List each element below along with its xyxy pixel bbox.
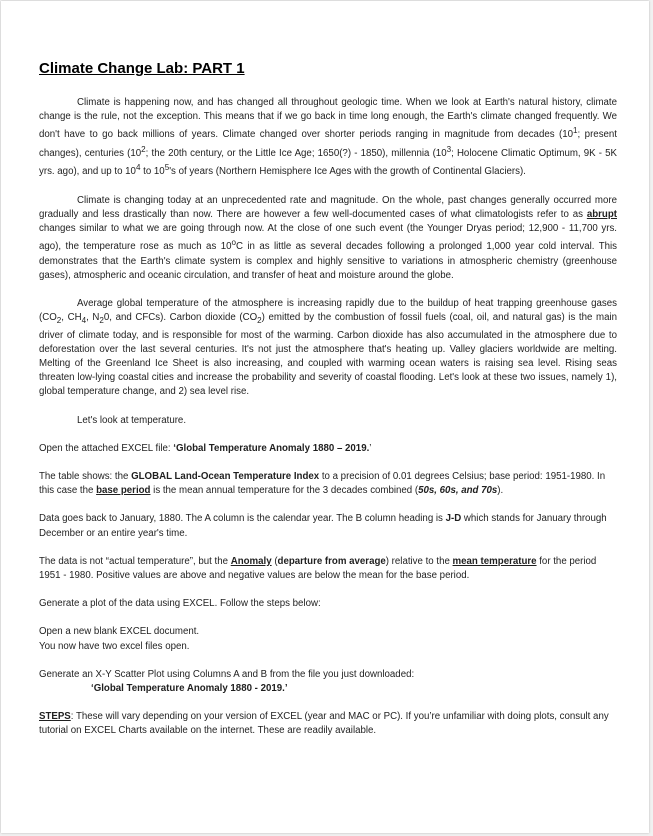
paragraph-data-columns: Data goes back to January, 1880. The A column is the calendar year. The B column heading is J-D which stands for January through December or an entire year's time.	[39, 513, 607, 539]
paragraph-climate-history: Climate is happening now, and has changed all throughout geologic time. When we look at Earth's natural history, climate change is the rule, not the exception. This means that if we go back in time long enough, the Earth's climate changed frequently. We don't have to go back millions of years. Climate changed over shorter periods ranging in magnitude from decades ($10^1$; present changes), centuries ($10^2$; the 20th century, or the Little Ice Age; 1650(?) - 1850), millennia ($10^3$; Holocene Climatic Optimum, 9K - 5K yrs. ago), and up to $10^4$ to $10^5's$ of years (Northern Hemisphere Ice Ages with the growth of Continental Glaciers).	[39, 97, 617, 178]
scatter-filename: ‘Global Temperature Anomaly 1880 - 2019.’	[91, 682, 288, 694]
paragraph-steps: STEPS: These will vary depending on your version of EXCEL (year and MAC or PC). If you’re unfamiliar with doing plots, consult any tutorial on EXCEL Charts available on the internet. These are readily available.	[39, 711, 609, 737]
paragraph-open-excel: Open the attached EXCEL file: ‘Global Temperature Anomaly 1880 – 2019.’	[39, 442, 372, 454]
page-title: Climate Change Lab: PART 1	[39, 60, 245, 77]
paragraph-scatter-plot: Generate an X-Y Scatter Plot using Columns A and B from the file you just downloaded: ‘Global Temperature Anomaly 1880 - 2019.’	[39, 668, 415, 694]
paragraph-unprecedented-change: Climate is changing today at an unprecedented rate and magnitude. On the whole, past changes generally occurred more gradually and less drastically than now. There are however a few well-documented cases of what climatologists refer to as abrupt changes similar to what we are going through now. At the close of one such event (the Younger Dryas period; 12,900 - 11,700 yrs. ago), the temperature rose as much as 10$^o$C in as little as several decades following a prolonged 1,000 year cold interval. This demonstrates that the Earth's climate system is complex and highly sensitive to variations in atmospheric chemistry (greenhouse gases), atmospheric and oceanic circulation, and transfer of heat and moisture around the globe.	[39, 194, 617, 281]
steps-label: STEPS	[39, 711, 71, 723]
excel-filename: ‘Global Temperature Anomaly 1880 – 2019.	[173, 442, 370, 454]
paragraph-generate-plot: Generate a plot of the data using EXCEL. Follow the steps below:	[39, 598, 321, 610]
paragraph-greenhouse-gases: Average global temperature of the atmosphere is increasing rapidly due to the buildup of heat trapping greenhouse gases ($CO_2$, $CH_4$, $N_20$, and CFCs). Carbon dioxide $(CO_2)$ emitted by the combustion of fossil fuels (coal, oil, and natural gas) is the main driver of climate today, and is responsible for most of the warming. Carbon dioxide has also accumulated in the atmosphere due to deforestation over the last several centuries. It's not just the atmosphere that's heating up. Valley glaciers worldwide are melting. Melting of the Greenland Ice Sheet is also increasing, and coupled with warming ocean waters is raising sea level. Rising seas threaten low-lying coastal cities and increase the probability and severity of coastal flooding. Let's look at these two issues, namely 1), global temperature change, and 2) sea level rise.	[39, 298, 617, 398]
paragraph-table-description: The table shows: the GLOBAL Land-Ocean Temperature Index to a precision of 0.01 degrees Celsius; base period: 1951-1980. In this case the base period is the mean annual temperature for the 3 decades combined (50s, 60s, and 70s).	[39, 470, 606, 497]
document-page	[1, 1, 649, 833]
paragraph-temperature-intro: Let's look at temperature.	[77, 414, 187, 426]
abrupt-term: abrupt	[586, 208, 617, 220]
paragraph-open-blank: Open a new blank EXCEL document. You now have two excel files open.	[39, 626, 200, 652]
paragraph-anomaly: The data is not “actual temperature”, but the Anomaly (departure from average) relative to the mean temperature for the period 1951 - 1980. Positive values are above and negative values are below the mean for the base period.	[39, 555, 597, 581]
document-body	[39, 59, 617, 753]
